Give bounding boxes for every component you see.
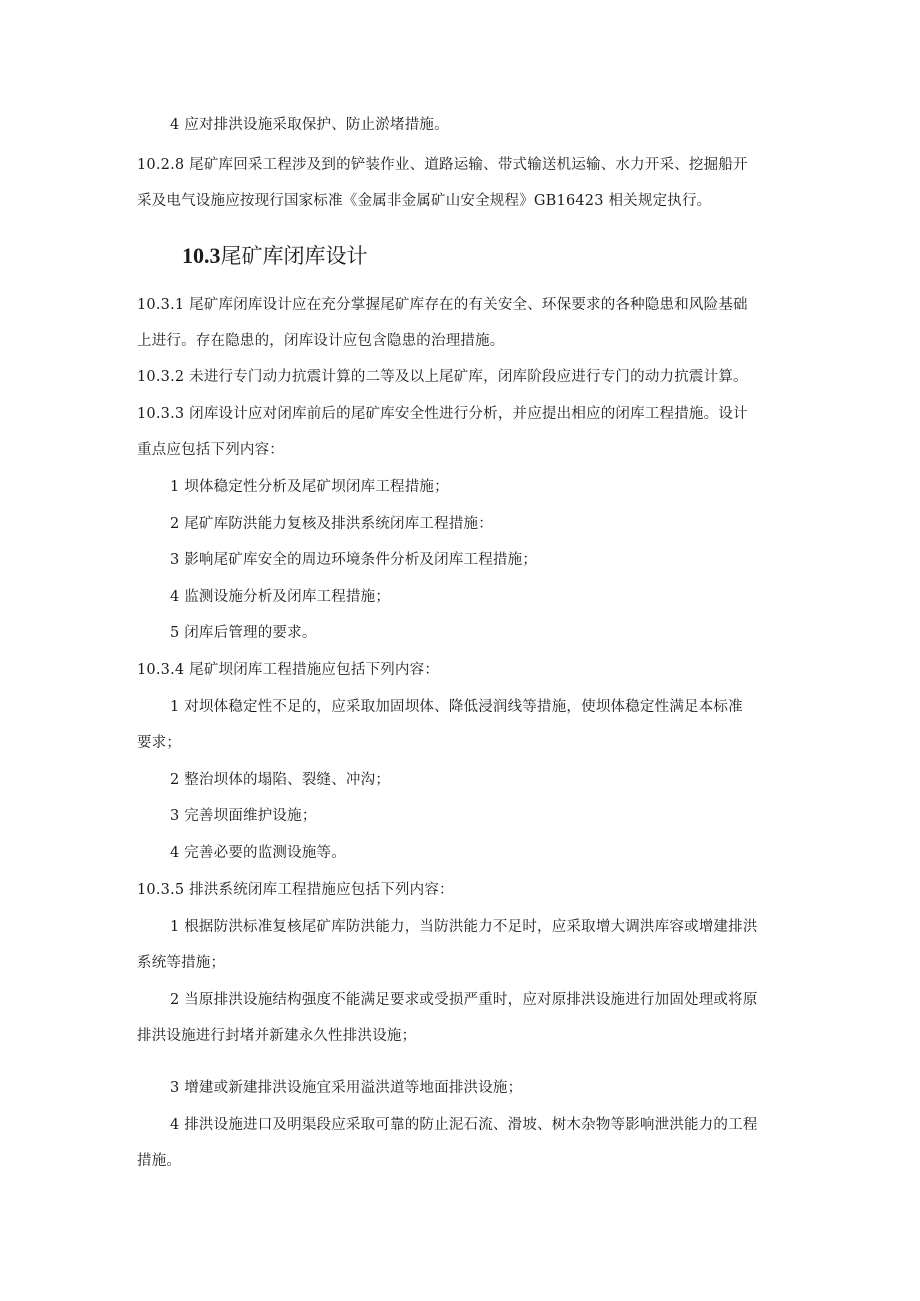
clause-10-3-3-line1: 10.3.3 闭库设计应对闭库前后的尾矿库安全性进行分析，并应提出相应的闭库工程措施。设计 [137, 406, 748, 422]
heading-number: 10.3 [182, 243, 221, 268]
clause-10-3-3-line2: 重点应包括下列内容： [137, 442, 284, 458]
list-item: 1 坝体稳定性分析及尾矿坝闭库工程措施； [170, 479, 449, 495]
clause-10-3-4: 10.3.4 尾矿坝闭库工程措施应包括下列内容： [137, 662, 440, 678]
clause-10-3-1-line2: 上进行。存在隐患的，闭库设计应包含隐患的治理措施。 [137, 333, 505, 349]
list-item: 3 完善坝面维护设施； [170, 808, 317, 824]
list-item: 5 闭库后管理的要求。 [170, 625, 317, 641]
list-item-continuation: 系统等措施； [137, 955, 226, 971]
clause-10-2-8-line2: 采及电气设施应按现行国家标准《金属非金属矿山安全规程》GB16423 相关规定执行。 [137, 193, 712, 209]
list-item-continuation: 要求； [137, 735, 182, 751]
list-item: 2 整治坝体的塌陷、裂缝、冲沟； [170, 772, 391, 788]
heading-title: 尾矿库闭库设计 [220, 244, 368, 268]
list-item: 3 增建或新建排洪设施宜采用溢洪道等地面排洪设施； [170, 1080, 523, 1096]
clause-10-3-5: 10.3.5 排洪系统闭库工程措施应包括下列内容： [137, 882, 454, 898]
list-item: 2 尾矿库防洪能力复核及排洪系统闭库工程措施： [170, 516, 493, 532]
list-item: 1 对坝体稳定性不足的，应采取加固坝体、降低浸润线等措施，使坝体稳定性满足本标准 [170, 699, 743, 715]
section-heading-10-3 [182, 242, 368, 270]
list-item: 4 排洪设施进口及明渠段应采取可靠的防止泥石流、滑坡、树木杂物等影响泄洪能力的工程 [170, 1117, 758, 1133]
list-item: 4 完善必要的监测设施等。 [170, 845, 346, 861]
item-10-2-7-4: 4 应对排洪设施采取保护、防止淤堵措施。 [170, 117, 449, 133]
clause-10-2-8-line1: 10.2.8 尾矿库回采工程涉及到的铲装作业、道路运输、带式输送机运输、水力开采、挖掘船开 [137, 157, 748, 173]
list-item-continuation: 排洪设施进行封堵并新建永久性排洪设施； [137, 1028, 417, 1044]
list-item-continuation: 措施。 [137, 1153, 182, 1169]
clause-10-3-1-line1: 10.3.1 尾矿库闭库设计应在充分掌握尾矿库存在的有关安全、环保要求的各种隐患和风险基础 [137, 297, 748, 313]
list-item: 1 根据防洪标准复核尾矿库防洪能力，当防洪能力不足时，应采取增大调洪库容或增建排洪 [170, 919, 758, 935]
list-item: 3 影响尾矿库安全的周边环境条件分析及闭库工程措施； [170, 552, 538, 568]
list-item: 4 监测设施分析及闭库工程措施； [170, 589, 391, 605]
clause-10-3-2: 10.3.2 未进行专门动力抗震计算的二等及以上尾矿库，闭库阶段应进行专门的动力抗震计算。 [137, 369, 748, 385]
list-item: 2 当原排洪设施结构强度不能满足要求或受损严重时，应对原排洪设施进行加固处理或将原 [170, 992, 758, 1008]
